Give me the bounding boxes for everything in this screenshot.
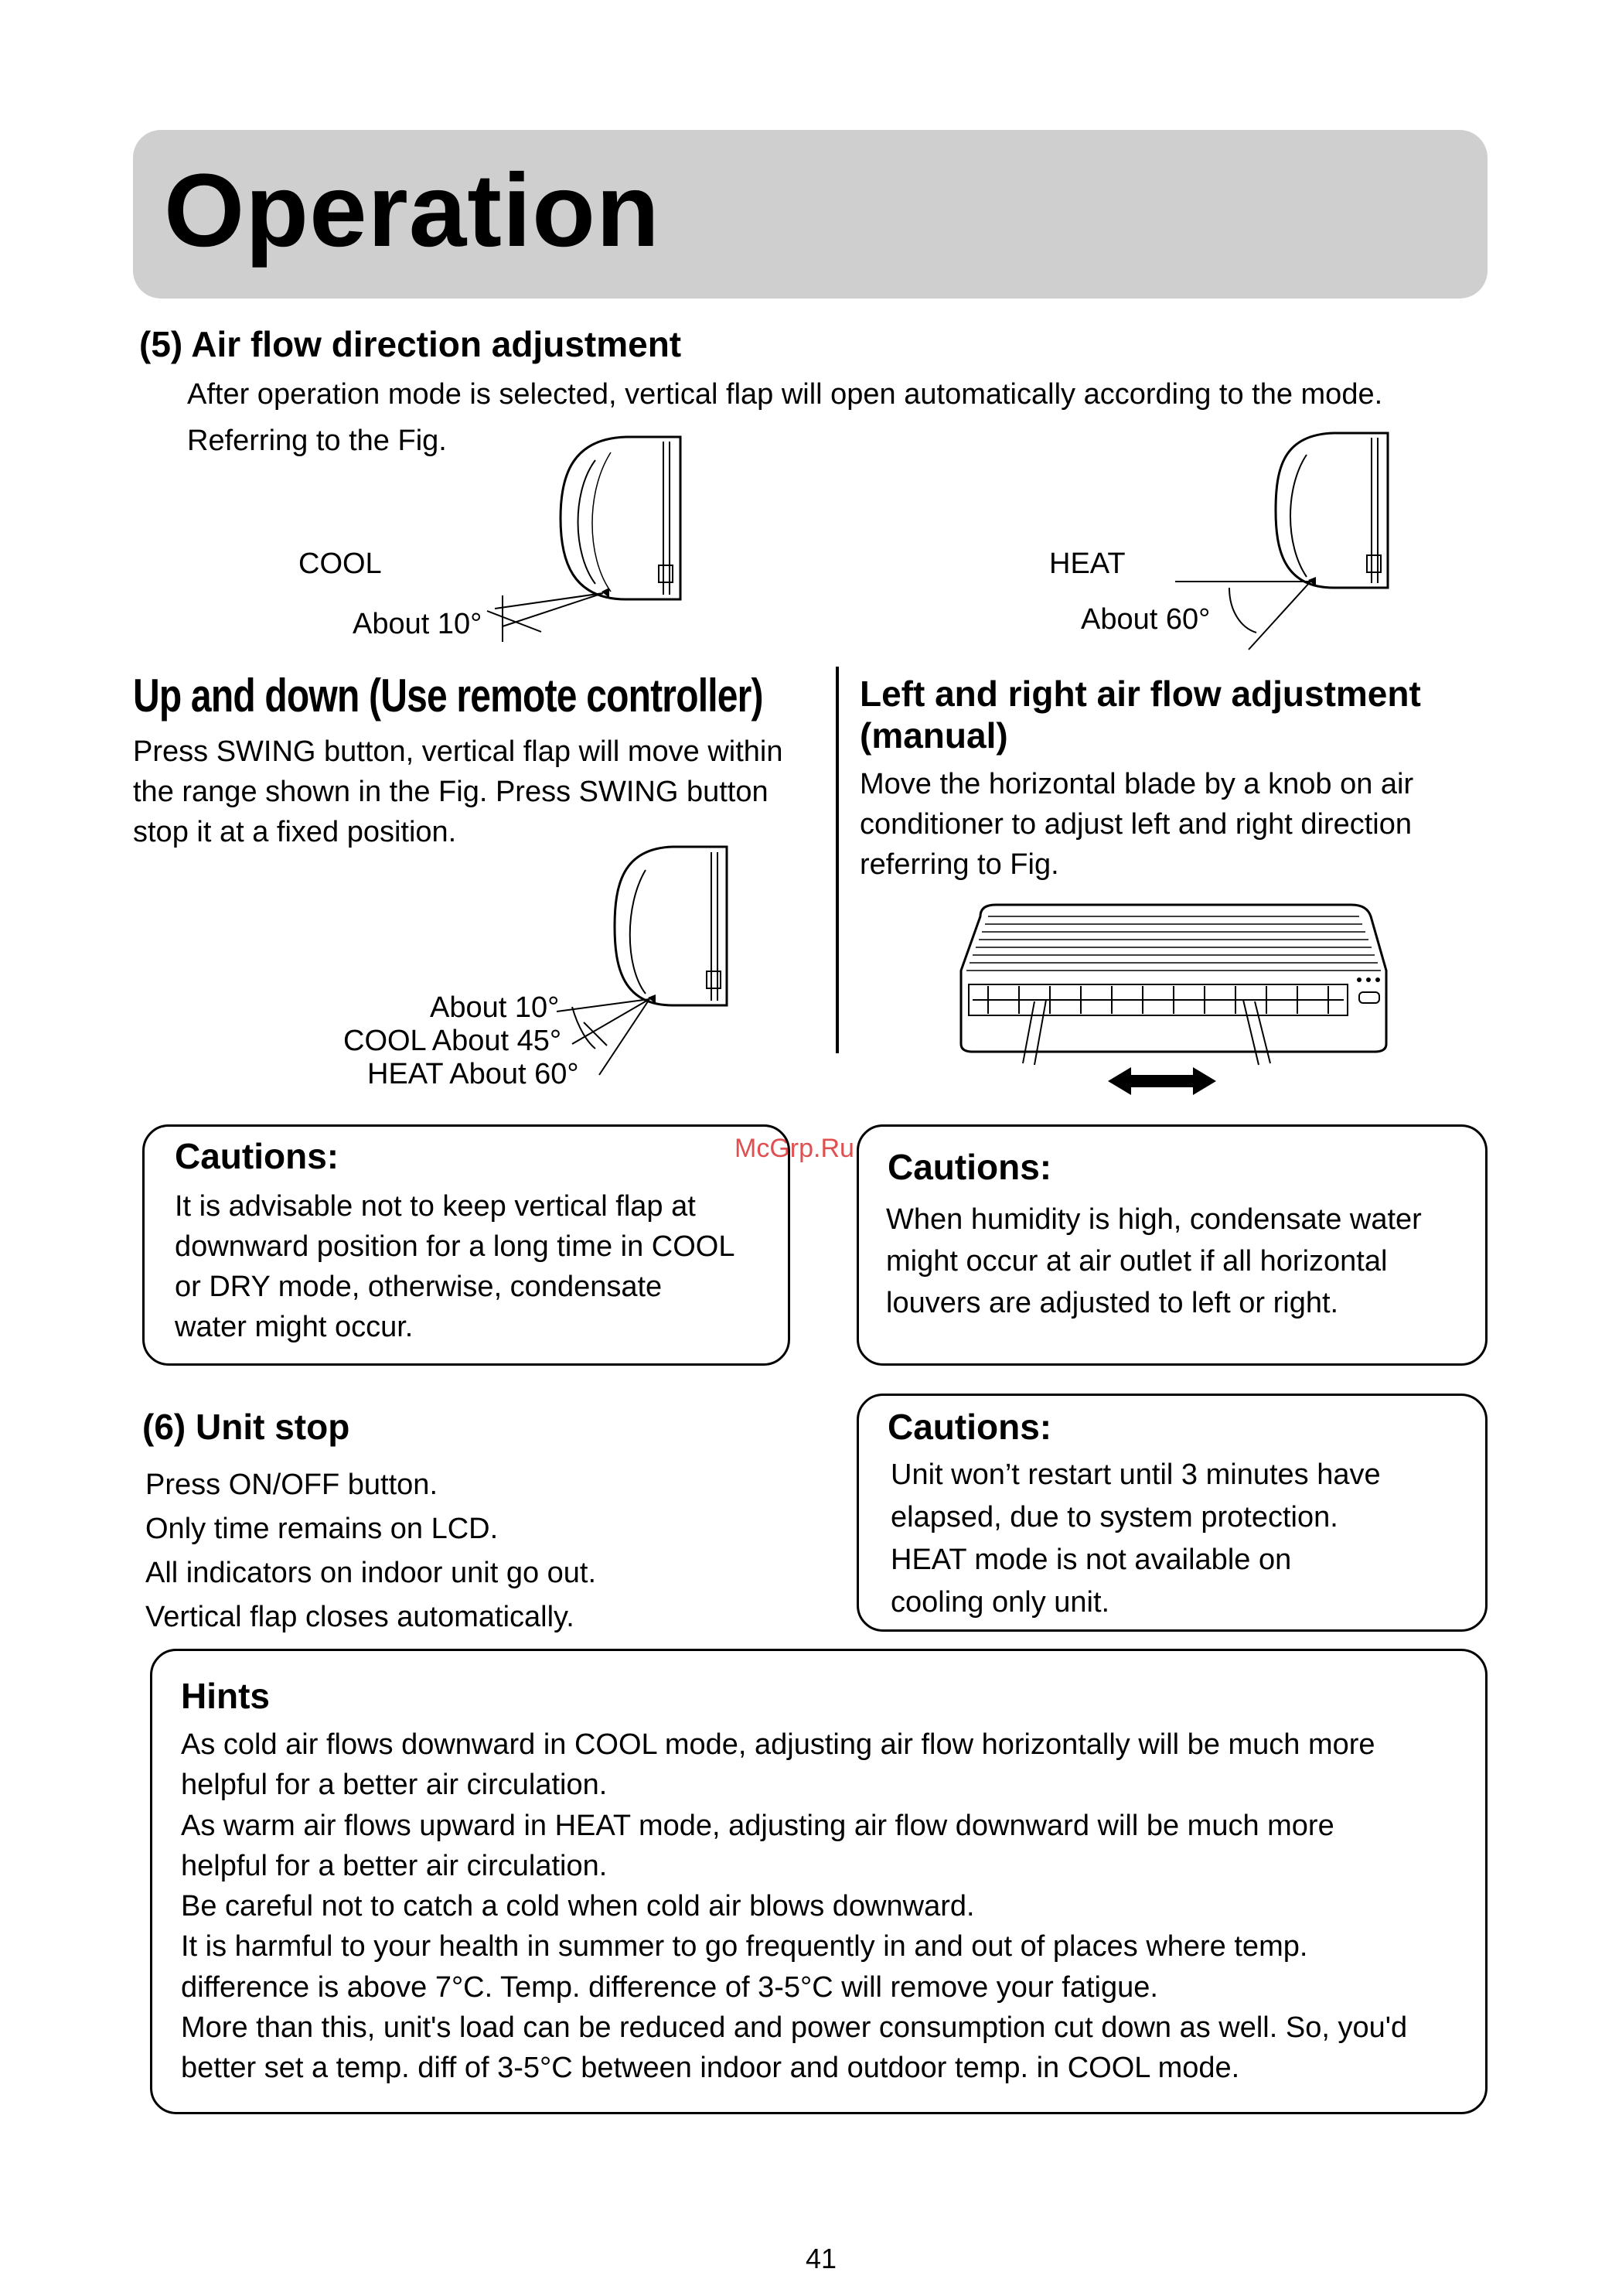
hints-line: As warm air flows upward in HEAT mode, adjusting air flow downward will be much more — [181, 1809, 1334, 1842]
section-6-line: Only time remains on LCD. — [145, 1513, 499, 1545]
hints-line: difference is above 7°C. Temp. difference of 3-5°C will remove your fatigue. — [181, 1970, 1158, 2004]
section-6-line: All indicators on indoor unit go out. — [145, 1557, 597, 1589]
hints-line: It is harmful to your health in summer to go frequently in and out of places where temp. — [181, 1930, 1308, 1963]
caution-2-text — [886, 1199, 1422, 1324]
column-divider — [836, 667, 839, 1053]
section-5-line: After operation mode is selected, vertical flap will open automatically according to the mode. — [187, 378, 1383, 411]
caution-3-line: cooling only unit. — [891, 1586, 1110, 1619]
page-title: Operation — [164, 153, 660, 268]
caution-1-line: downward position for a long time in COOL — [175, 1230, 735, 1263]
leftright-heading-line: (manual) — [860, 715, 1008, 756]
caution-2-title: Cautions: — [888, 1147, 1052, 1187]
swing-label-3: HEAT About 60° — [367, 1058, 579, 1090]
caution-3-text — [891, 1454, 1381, 1624]
hints-line: More than this, unit's load can be reduced and power consumption cut down as well. So, you'd — [181, 2011, 1408, 2045]
hints-line: helpful for a better air circulation. — [181, 1849, 608, 1882]
caution-3-title: Cautions: — [888, 1407, 1052, 1447]
section-6-text — [145, 1463, 596, 1639]
hints-line: helpful for a better air circulation. — [181, 1769, 608, 1802]
updown-line: the range shown in the Fig. Press SWING button — [133, 776, 769, 808]
page-number: 41 — [806, 2243, 837, 2274]
caution-1-line: It is advisable not to keep vertical flap at — [175, 1190, 696, 1223]
leftright-line: Move the horizontal blade by a knob on air — [860, 768, 1414, 800]
caution-2-line: might occur at air outlet if all horizontal — [886, 1245, 1388, 1278]
section-5-heading: (5) Air flow direction adjustment — [139, 324, 682, 364]
swing-label-2: COOL About 45° — [343, 1025, 562, 1057]
updown-heading: Up and down (Use remote controller) — [133, 670, 763, 722]
updown-text — [133, 732, 783, 852]
caution-1-line: or DRY mode, otherwise, condensate — [175, 1271, 663, 1303]
caution-1-title: Cautions: — [175, 1136, 339, 1176]
updown-line: stop it at a fixed position. — [133, 816, 457, 848]
leftright-heading-line: Left and right air flow adjustment — [860, 674, 1421, 714]
heat-label: HEAT — [1049, 548, 1126, 580]
hints-title: Hints — [181, 1676, 270, 1716]
section-6-line: Vertical flap closes automatically. — [145, 1601, 574, 1633]
hints-line: Be careful not to catch a cold when cold air blows downward. — [181, 1890, 975, 1923]
indoor-unit-front-figure — [957, 901, 1390, 1117]
caution-3-line: elapsed, due to system protection. — [891, 1501, 1338, 1534]
section-6-line: Press ON/OFF button. — [145, 1469, 438, 1501]
caution-3-line: HEAT mode is not available on — [891, 1544, 1292, 1576]
leftright-line: referring to Fig. — [860, 848, 1059, 881]
heat-angle-label: About 60° — [1081, 603, 1211, 636]
leftright-heading — [860, 673, 1421, 756]
section-5-line: Referring to the Fig. — [187, 425, 447, 457]
indoor-unit-cool-figure — [479, 429, 696, 661]
swing-label-1: About 10° — [430, 991, 560, 1024]
hints-line: better set a temp. diff of 3-5°C between indoor and outdoor temp. in COOL mode. — [181, 2052, 1240, 2085]
leftright-line: conditioner to adjust left and right direction — [860, 808, 1412, 841]
indoor-unit-swing-figure — [541, 843, 742, 1090]
caution-1-line: water might occur. — [175, 1311, 414, 1343]
updown-line: Press SWING button, vertical flap will move within — [133, 735, 783, 768]
hints-text — [181, 1725, 1407, 2089]
section-6-heading: (6) Unit stop — [142, 1407, 350, 1447]
caution-2-line: louvers are adjusted to left or right. — [886, 1287, 1339, 1319]
caution-1-text — [175, 1186, 734, 1347]
watermark: McGrp.Ru — [734, 1134, 854, 1163]
cool-angle-label: About 10° — [353, 608, 482, 640]
cool-label: COOL — [298, 548, 382, 580]
leftright-text — [860, 764, 1413, 885]
hints-line: As cold air flows downward in COOL mode, adjusting air flow horizontally will be much more — [181, 1728, 1375, 1761]
caution-2-line: When humidity is high, condensate water — [886, 1203, 1422, 1236]
caution-3-line: Unit won’t restart until 3 minutes have — [891, 1458, 1381, 1491]
indoor-unit-heat-figure — [1183, 425, 1399, 657]
